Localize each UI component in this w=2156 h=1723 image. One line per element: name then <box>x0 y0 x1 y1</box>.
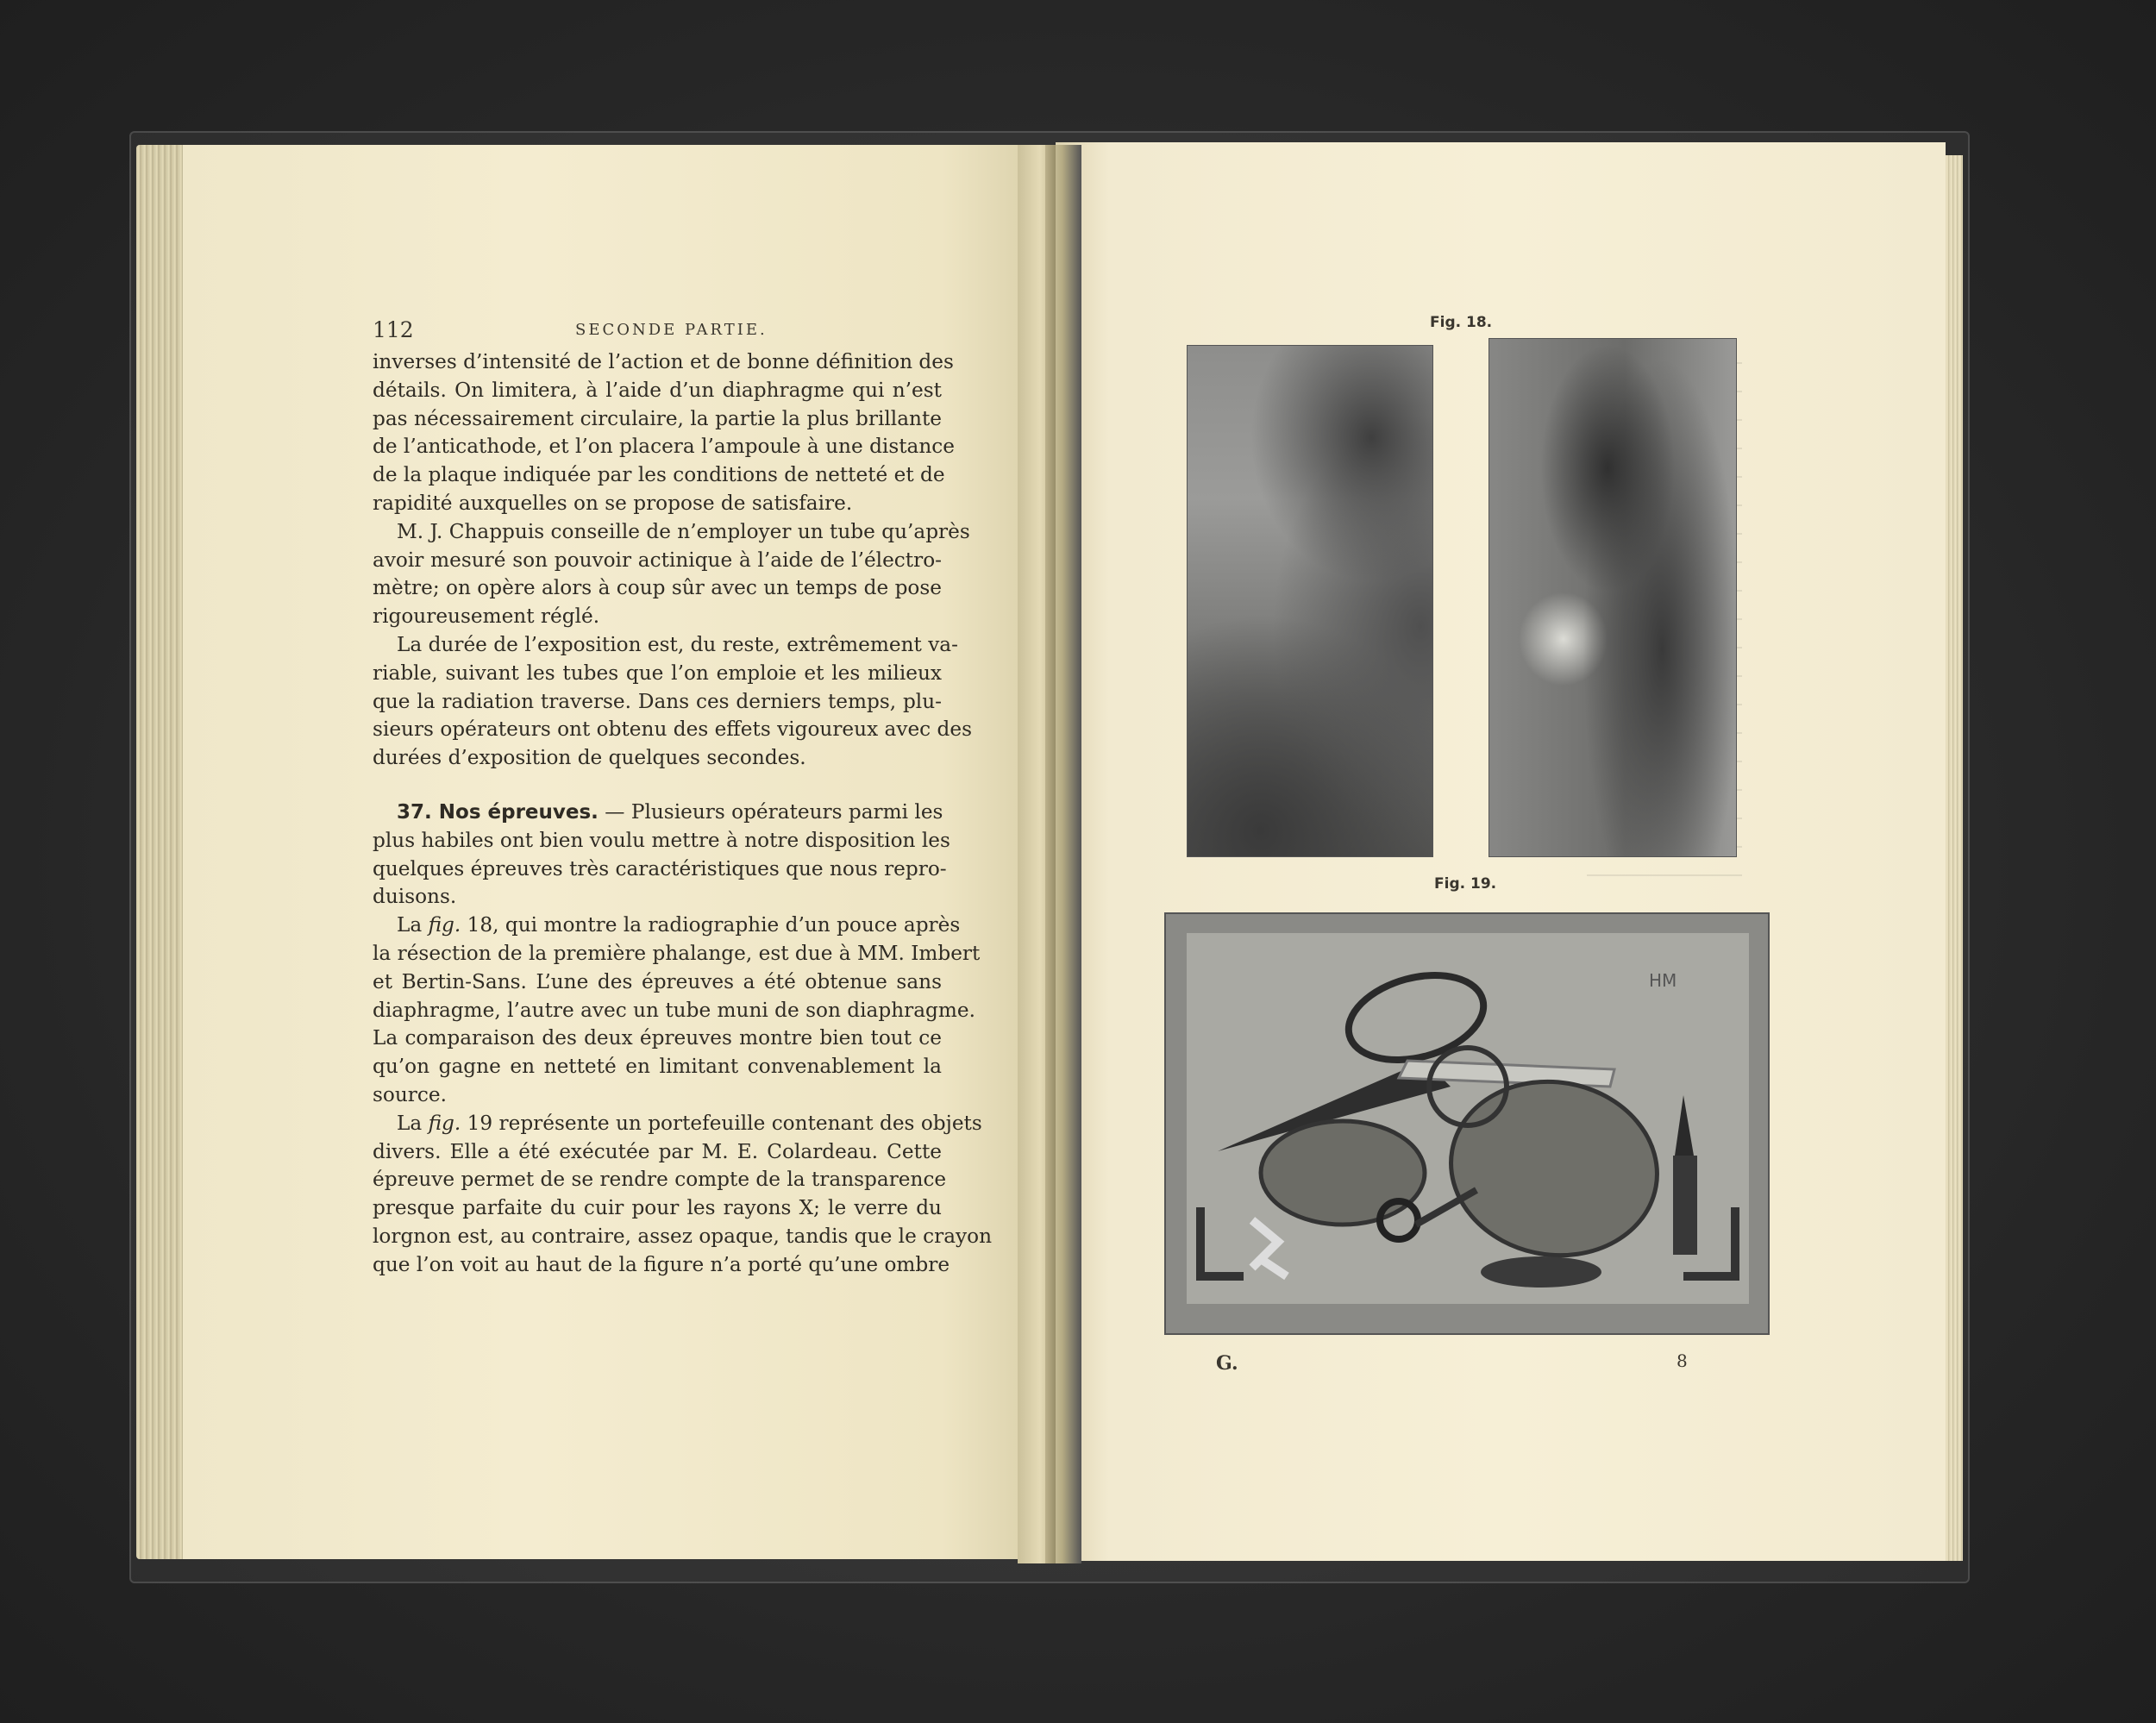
text-line <box>373 883 942 912</box>
text-line <box>373 1138 942 1167</box>
text-line <box>373 827 950 855</box>
line-text: — Plusieurs opérateurs parmi les <box>605 799 943 824</box>
fig19-image <box>1166 914 1768 1333</box>
text-line <box>373 490 942 518</box>
line-text: source. <box>373 1082 447 1106</box>
line-text: quelques épreuves très caractéristiques que nous repro- <box>373 856 947 880</box>
text-line <box>373 968 942 997</box>
fig18-radiograph-right <box>1489 338 1737 857</box>
line-text: La durée de l’exposition est, du reste, extrêmement va- <box>397 632 958 656</box>
fig18-caption: Fig. 18. <box>1430 314 1493 331</box>
line-text: inverses d’intensité de l’action et de bonne définition des <box>373 350 954 373</box>
line-text: diaphragme, l’autre avec un tube muni de son diaphragme. <box>373 998 975 1022</box>
line-text: et Bertin-Sans. L’une des épreuves a été obtenue sans <box>373 969 942 993</box>
text-line <box>373 631 958 660</box>
text-line <box>373 461 945 490</box>
text-line <box>373 997 975 1025</box>
text-line <box>373 1194 942 1223</box>
line-text: plus habiles ont bien voulu mettre à notre disposition les <box>373 828 950 852</box>
line-text: de l’anticathode, et l’on placera l’ampoule à une distance <box>373 435 956 459</box>
printer-signature: G. <box>1216 1352 1238 1375</box>
section-title: SECONDE PARTIE. <box>575 321 768 339</box>
line-text: que l’on voit au haut de la figure n’a porté qu’une ombre <box>373 1252 950 1276</box>
line-text: détails. On limitera, à l’aide d’un diaphragme qui n’est <box>373 378 942 402</box>
text-line <box>373 433 956 461</box>
text-line <box>373 1053 942 1081</box>
line-prefix: La <box>397 913 429 937</box>
line-text: rigoureusement réglé. <box>373 605 600 629</box>
line-text: sieurs opérateurs ont obtenu des effets vigoureux avec des <box>373 717 973 742</box>
text-line <box>373 912 961 940</box>
section-number: 37. <box>397 800 432 824</box>
signature-number: 8 <box>1677 1350 1688 1371</box>
line-text: lorgnon est, au contraire, assez opaque, tandis que le crayon <box>373 1224 993 1248</box>
text-line <box>373 574 942 603</box>
line-text: La comparaison des deux épreuves montre bien tout ce <box>373 1026 942 1050</box>
svg-text:HM: HM <box>1649 970 1677 991</box>
text-line <box>373 688 942 717</box>
line-text: durées d’exposition de quelques secondes. <box>373 746 806 770</box>
text-line <box>373 660 942 688</box>
text-line <box>373 1251 950 1280</box>
text-line <box>373 405 942 434</box>
text-line <box>373 1024 942 1053</box>
section-heading-title: Nos épreuves. <box>438 800 599 824</box>
line-text: mètre; on opère alors à coup sûr avec un temps de pose <box>373 576 942 600</box>
line-prefix: La <box>397 1111 429 1135</box>
line-text: M. J. Chappuis conseille de n’employer un tube qu’après <box>397 519 970 543</box>
running-head <box>373 317 942 343</box>
section-gap <box>373 773 942 799</box>
line-text: de la plaque indiquée par les conditions de netteté et de <box>373 463 945 487</box>
text-line <box>373 547 942 575</box>
section-heading <box>397 801 599 824</box>
line-text: presque parfaite du cuir pour les rayons X; le verre du <box>373 1196 942 1220</box>
text-line <box>373 716 973 744</box>
fig19-radiograph <box>1164 912 1770 1335</box>
page-number: 112 <box>373 317 414 342</box>
line-text: 19 représente un portefeuille contenant des objets <box>461 1111 982 1135</box>
text-line <box>373 940 981 968</box>
text-line <box>373 1166 947 1194</box>
text-line <box>373 744 942 773</box>
text-line <box>373 603 942 631</box>
text-line <box>373 1223 993 1251</box>
fig18-radiograph-left <box>1187 345 1433 857</box>
line-text: rapidité auxquelles on se propose de satisfaire. <box>373 491 853 515</box>
line-text: que la radiation traverse. Dans ces derniers temps, plu- <box>373 689 942 713</box>
line-text: avoir mesuré son pouvoir actinique à l’aide de l’électro- <box>373 548 942 572</box>
line-text: épreuve permet de se rendre compte de la transparence <box>373 1168 947 1192</box>
line-text: la résection de la première phalange, est due à MM. Imbert <box>373 941 981 965</box>
line-text: 18, qui montre la radiographie d’un pouce après <box>461 913 961 937</box>
book-fore-edge-left <box>136 145 186 1559</box>
italic-fig: fig. <box>428 913 461 937</box>
text-line <box>373 1110 982 1138</box>
line-text: pas nécessairement circulaire, la partie la plus brillante <box>373 406 942 430</box>
text-line <box>373 855 947 884</box>
line-text: divers. Elle a été exécutée par M. E. Colardeau. Cette <box>373 1139 942 1163</box>
spine-shadow <box>1045 145 1056 1563</box>
text-line <box>373 799 942 827</box>
line-text: duisons. <box>373 885 457 909</box>
line-text: qu’on gagne en netteté en limitant convenablement la <box>373 1055 942 1079</box>
body-text <box>373 348 993 1280</box>
italic-fig: fig. <box>428 1111 461 1135</box>
text-line <box>373 1081 942 1110</box>
text-line <box>373 348 954 377</box>
line-text: riable, suivant les tubes que l’on emploie et les milieux <box>373 661 942 685</box>
text-line <box>373 518 970 547</box>
text-line <box>373 377 942 405</box>
fig19-caption: Fig. 19. <box>1434 875 1497 893</box>
